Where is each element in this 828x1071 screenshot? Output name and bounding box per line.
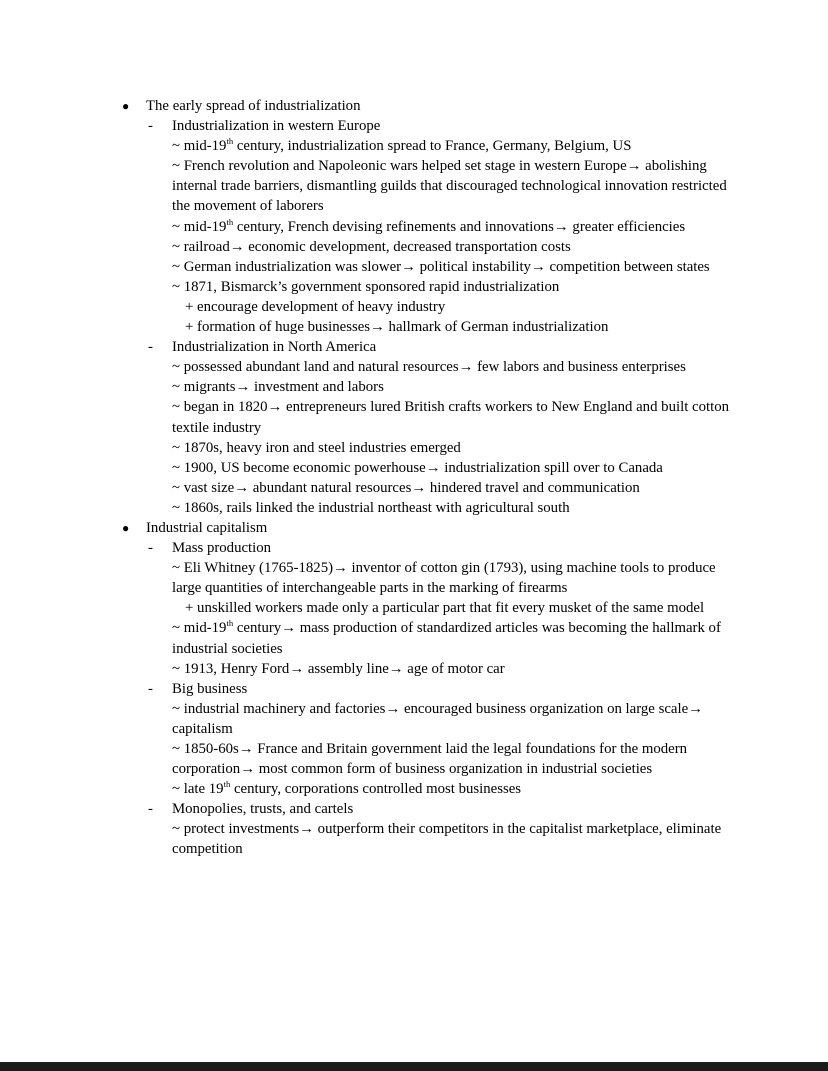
- bullet-marker: ●: [122, 99, 130, 113]
- dash-marker: -: [148, 339, 153, 356]
- note-line: ~ 1870s, heavy iron and steel industries emerged: [172, 439, 461, 456]
- subtopic-dash-item: [148, 799, 731, 819]
- note-line: ~ mid-19th century→ mass production of standardized articles was becoming the hallmark of industrial societies: [172, 618, 721, 657]
- item-text: Industrialization in western Europe: [172, 118, 381, 135]
- note-line: ~ railroad→ economic development, decreased transportation costs: [172, 238, 571, 255]
- item-text: Industrialization in North America: [172, 339, 377, 356]
- subtopic-dash-item: [148, 538, 731, 558]
- item-text: Big business: [172, 680, 248, 697]
- note-line: ~ Eli Whitney (1765-1825)→ inventor of cotton gin (1793), using machine tools to produce large quantities of interchangeable parts in the marking of firearms: [172, 560, 716, 597]
- superscript-text: th: [226, 136, 234, 147]
- superscript-text: th: [223, 779, 231, 790]
- subtopic-dash-item: [148, 679, 731, 699]
- note-line: ~ 1871, Bismarck’s government sponsored rapid industrialization: [172, 278, 560, 295]
- topic-bullet-item: [122, 518, 731, 538]
- item-text: Monopolies, trusts, and cartels: [172, 801, 354, 818]
- note-line: ~ 1850-60s→ France and Britain government laid the legal foundations for the modern: [172, 741, 688, 757]
- topic-bullet-item: [122, 96, 731, 116]
- note-line: corporation→ most common form of business organization in industrial societies: [172, 761, 653, 778]
- note-line: ~ migrants→ investment and labors: [172, 379, 384, 396]
- note-line: ~ possessed abundant land and natural resources→ few labors and business enterprises: [172, 359, 686, 376]
- note-line: ~ protect investments→ outperform their competitors in the capitalist marketplace, eliminate competition: [172, 821, 722, 858]
- note-line: ~ began in 1820→ entrepreneurs lured British crafts workers to New England and built cotton textile industry: [172, 399, 729, 436]
- note-line: ~ vast size→ abundant natural resources→ hindered travel and communication: [172, 479, 640, 496]
- superscript-text: th: [226, 216, 234, 227]
- sub-note-line: + formation of huge businesses→ hallmark of German industrialization: [185, 319, 609, 336]
- note-line: ~ French revolution and Napoleonic wars helped set stage in western Europe→ abolishing internal trade barriers, dismantling guilds that discouraged technological innovation restricted the movement of laborers: [172, 158, 727, 215]
- page-bottom-edge: [0, 1062, 828, 1071]
- note-line: ~ late 19th century, corporations controlled most businesses: [172, 779, 522, 798]
- dash-marker: -: [148, 680, 153, 697]
- bullet-marker: ●: [122, 520, 130, 535]
- item-text: The early spread of industrialization: [146, 98, 361, 114]
- note-line: ~ 1913, Henry Ford→ assembly line→ age of motor car: [172, 660, 505, 677]
- sub-note-line: + encourage development of heavy industry: [185, 298, 446, 315]
- item-text: Mass production: [172, 540, 272, 557]
- dash-marker: -: [148, 801, 153, 818]
- note-line: ~ 1900, US become economic powerhouse→ industrialization spill over to Canada: [172, 459, 663, 476]
- sub-note-line: + unskilled workers made only a particular part that fit every musket of the same model: [185, 600, 705, 617]
- note-line: ~ German industrialization was slower→ political instability→ competition between states: [172, 258, 710, 275]
- dash-marker: -: [148, 540, 153, 557]
- dash-marker: -: [148, 118, 153, 135]
- subtopic-dash-item: [148, 116, 731, 136]
- note-line: ~ 1860s, rails linked the industrial northeast with agricultural south: [172, 499, 570, 516]
- notes-list: [122, 96, 731, 860]
- superscript-text: th: [226, 618, 234, 629]
- note-line: ~ industrial machinery and factories→ encouraged business organization on large scale→ capitalism: [172, 700, 703, 737]
- subtopic-dash-item: [148, 337, 731, 357]
- note-line: ~ mid-19th century, industrialization spread to France, Germany, Belgium, US: [172, 136, 632, 155]
- item-text: Industrial capitalism: [146, 519, 268, 536]
- note-line: ~ mid-19th century, French devising refinements and innovations→ greater efficiencies: [172, 216, 686, 235]
